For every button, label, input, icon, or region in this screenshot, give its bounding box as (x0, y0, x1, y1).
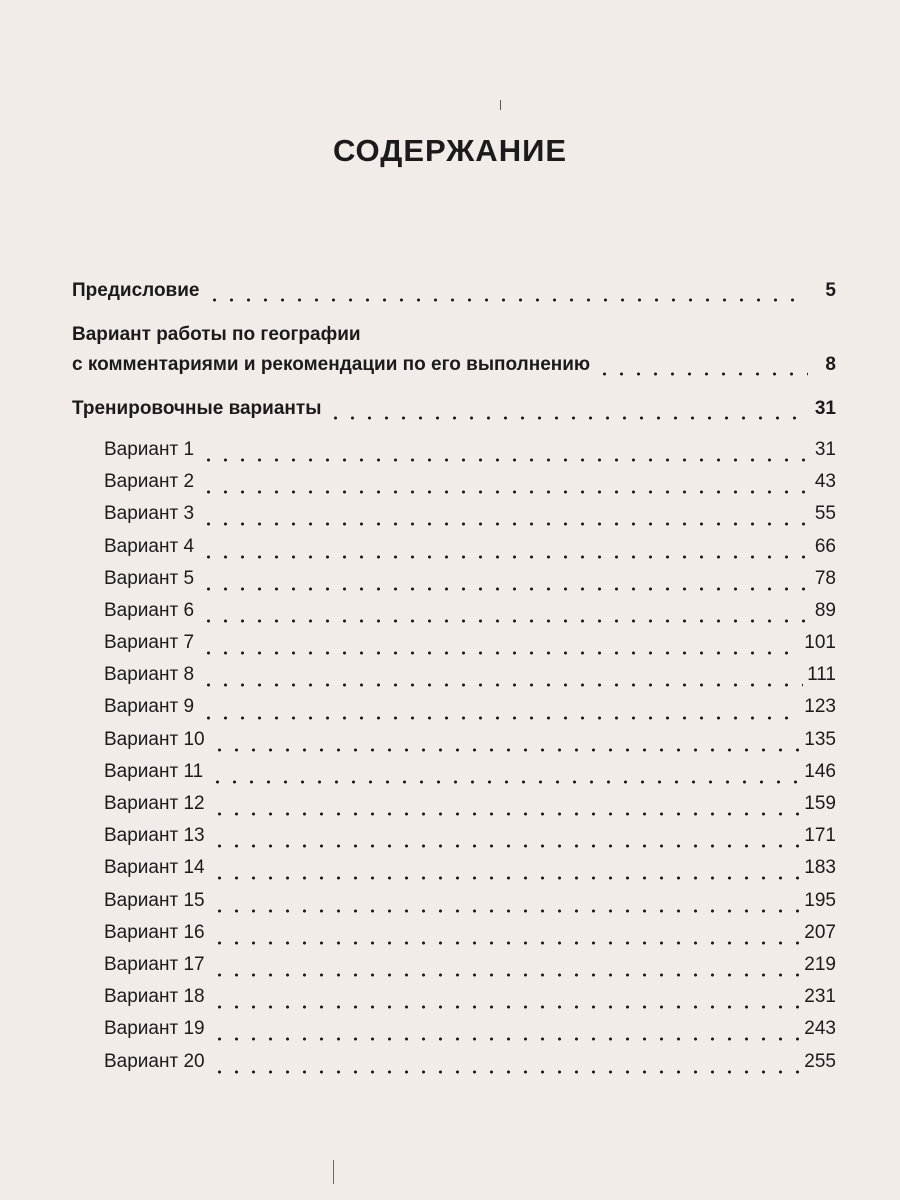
toc-page-number: 43 (814, 471, 836, 493)
dot-leader (211, 724, 801, 756)
toc-entry-label: Вариант 15 (104, 889, 205, 911)
dot-leader (211, 788, 801, 820)
toc-entry-label: Вариант 3 (104, 503, 195, 525)
toc-page-number: 195 (804, 889, 836, 911)
dot-leader (211, 1046, 801, 1078)
toc-page-number: 231 (804, 986, 836, 1008)
toc-entry-variant-work (72, 320, 836, 380)
dot-leader (211, 1013, 801, 1045)
dot-leader (211, 885, 801, 917)
toc-page-number: 255 (804, 1050, 836, 1072)
dot-leader (211, 852, 801, 884)
toc-entry-label: Вариант 12 (104, 793, 205, 815)
toc-entry-variant (72, 692, 836, 724)
toc-entry-variant (72, 981, 836, 1013)
toc-entry-label: Вариант 6 (104, 599, 195, 621)
toc-entry-variant (72, 724, 836, 756)
toc-page-number: 78 (814, 567, 836, 589)
toc-page-number: 31 (814, 398, 836, 419)
toc-page-number: 55 (814, 503, 836, 525)
toc-entry-variant (72, 820, 836, 852)
toc-entry-label: Вариант 13 (104, 825, 205, 847)
toc-entry-label: Предисловие (72, 280, 200, 301)
toc-entry-label: Вариант 10 (104, 728, 205, 750)
dot-leader (211, 917, 801, 949)
dot-leader (200, 466, 808, 498)
toc-entry-preface (72, 276, 836, 306)
toc-entry-variant (72, 1013, 836, 1045)
dot-leader (200, 659, 803, 691)
toc-entry-label: Вариант 16 (104, 921, 205, 943)
toc-page-number: 101 (804, 632, 836, 654)
toc-entry-label: Вариант 1 (104, 438, 195, 460)
toc-entry-variant (72, 885, 836, 917)
binding-mark (500, 100, 501, 110)
toc-entry-variant (72, 531, 836, 563)
spacer (72, 424, 836, 434)
dot-leader (209, 756, 800, 788)
dot-leader (200, 692, 800, 724)
toc-entry-training (72, 394, 836, 424)
toc-page-number: 111 (807, 664, 836, 686)
toc-entry-label: Вариант 7 (104, 632, 195, 654)
toc-page-number: 5 (825, 280, 836, 301)
dot-leader (206, 276, 809, 306)
toc-entry-label-line1: Вариант работы по географии (72, 324, 361, 345)
dot-leader (200, 531, 808, 563)
pencil-mark (333, 1160, 334, 1184)
toc-entry-line2 (72, 350, 836, 380)
dot-leader (200, 627, 800, 659)
toc-page-number: 8 (825, 354, 836, 375)
toc-entry-label: Вариант 14 (104, 857, 205, 879)
toc-page-number: 159 (804, 793, 836, 815)
dot-leader (211, 820, 801, 852)
toc-entry-label: Вариант 18 (104, 986, 205, 1008)
dot-leader (211, 949, 801, 981)
toc-page-number: 66 (814, 535, 836, 557)
toc-entry-variant (72, 627, 836, 659)
toc-page-number: 183 (804, 857, 836, 879)
toc-entry-label: Вариант 17 (104, 953, 205, 975)
toc-entry-variant (72, 756, 836, 788)
toc-entry-variant (72, 595, 836, 627)
toc-entry-label: Вариант 2 (104, 471, 195, 493)
toc-entry-variant (72, 949, 836, 981)
dot-leader (200, 563, 808, 595)
toc-page-number: 171 (804, 825, 836, 847)
spacer (72, 380, 836, 394)
toc-page-number: 123 (804, 696, 836, 718)
dot-leader (327, 394, 808, 424)
toc-entry-variant (72, 563, 836, 595)
toc-entry-variant (72, 466, 836, 498)
toc-entry-label: Вариант 9 (104, 696, 195, 718)
toc-entry-label: Вариант 11 (104, 760, 204, 782)
toc-entry-label-line2: с комментариями и рекомендации по его выполнению (72, 354, 591, 375)
toc-entry-label: Тренировочные варианты (72, 398, 322, 419)
toc-entry-label: Вариант 20 (104, 1050, 205, 1072)
dot-leader (211, 981, 801, 1013)
toc-entry-label: Вариант 8 (104, 664, 195, 686)
table-of-contents (72, 276, 836, 1078)
dot-leader (200, 498, 808, 530)
toc-entry-variant (72, 434, 836, 466)
toc-page-number: 146 (804, 760, 836, 782)
dot-leader (596, 350, 808, 380)
toc-entry-label: Вариант 19 (104, 1018, 205, 1040)
variant-list (72, 434, 836, 1078)
toc-page-number: 207 (804, 921, 836, 943)
toc-entry-label: Вариант 5 (104, 567, 195, 589)
toc-page-number: 219 (804, 953, 836, 975)
toc-entry-variant (72, 659, 836, 691)
toc-entry-label: Вариант 4 (104, 535, 195, 557)
toc-entry-variant (72, 1046, 836, 1078)
dot-leader (200, 434, 808, 466)
toc-entry-variant (72, 498, 836, 530)
toc-entry-variant (72, 852, 836, 884)
toc-page-number: 243 (804, 1018, 836, 1040)
toc-page-number: 31 (814, 438, 836, 460)
page-title: СОДЕРЖАНИЕ (332, 132, 568, 168)
toc-entry-variant (72, 917, 836, 949)
toc-entry-variant (72, 788, 836, 820)
dot-leader (200, 595, 808, 627)
toc-page-number: 89 (814, 599, 836, 621)
toc-page-number: 135 (804, 728, 836, 750)
